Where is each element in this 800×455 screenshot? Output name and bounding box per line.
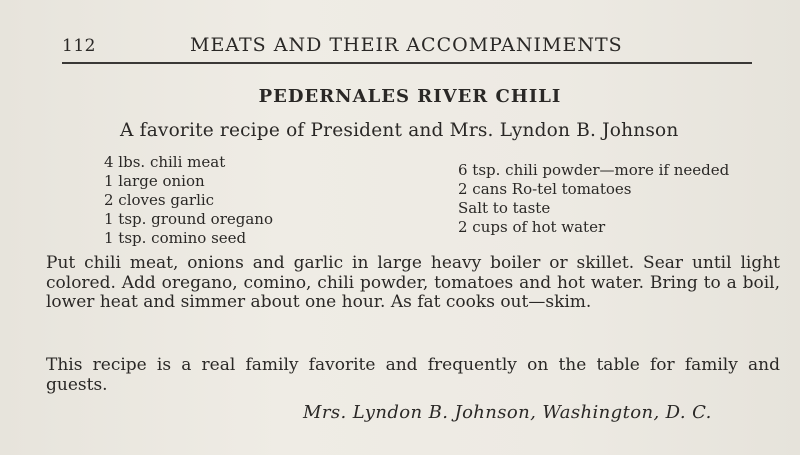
recipe-note: This recipe is a real family favorite and frequently on the table for family and guests.: [46, 355, 780, 395]
ingredient-item: 4 lbs. chili meat: [104, 153, 226, 171]
ingredient-item: 2 cloves garlic: [104, 191, 215, 209]
ingredient-item: 1 tsp. comino seed: [104, 229, 247, 247]
page-header: [62, 32, 752, 64]
recipe-instructions: Put chili meat, onions and garlic in large heavy boiler or skillet. Sear until light colored. Add oregano, comino, chili powder, tomatoes and hot water. Bring to a boil, lower heat and simmer about one hour. As fat cooks out—skim.: [46, 253, 780, 312]
recipe-signature: Mrs. Lyndon B. Johnson, Washington, D. C.: [303, 402, 712, 423]
ingredient-item: 2 cans Ro-tel tomatoes: [458, 180, 632, 198]
ingredient-item: Salt to taste: [458, 199, 551, 217]
recipe-title: PEDERNALES RIVER CHILI: [258, 86, 562, 107]
ingredient-item: 6 tsp. chili powder—more if needed: [458, 161, 730, 179]
ingredient-item: 2 cups of hot water: [458, 218, 606, 236]
ingredients-right-column: [458, 161, 729, 237]
recipe-subtitle: A favorite recipe of President and Mrs. Lyndon B. Johnson: [120, 120, 679, 141]
ingredient-item: 1 large onion: [104, 172, 205, 190]
running-head: MEATS AND THEIR ACCOMPANIMENTS: [190, 34, 623, 56]
page-number: 112: [62, 36, 96, 56]
ingredients-left-column: [104, 153, 273, 248]
ingredient-item: 1 tsp. ground oregano: [104, 210, 273, 228]
